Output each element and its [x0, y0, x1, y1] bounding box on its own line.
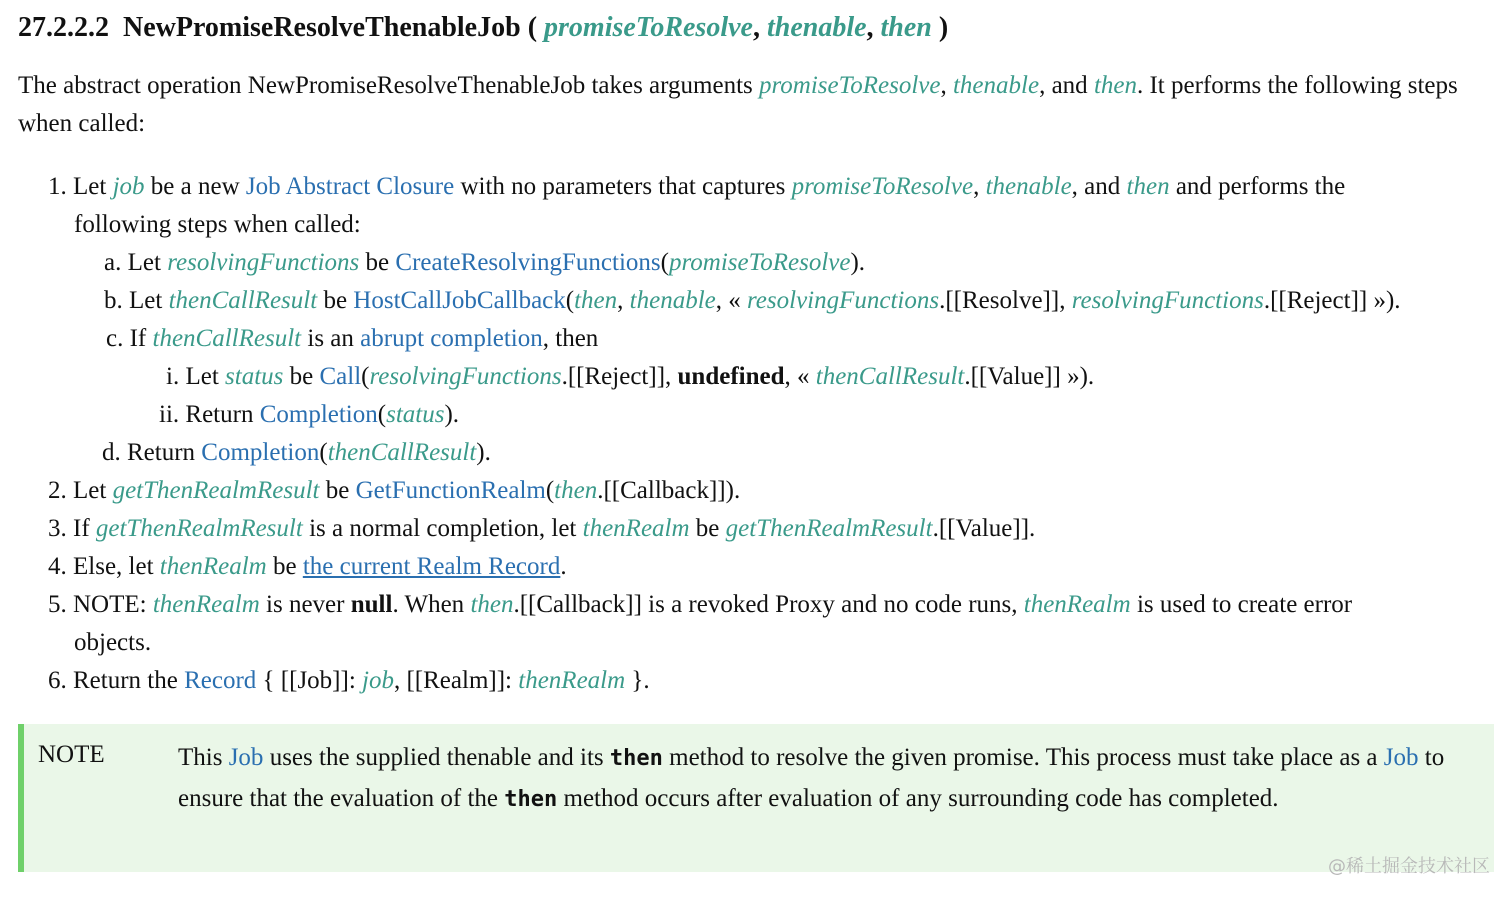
- section-title: NewPromiseResolveThenableJob: [123, 12, 521, 43]
- step-1b: b. Let thenCallResult be HostCallJobCallback(then, thenable, « resolvingFunctions.[[Resolve]], resolvingFunctions.[[Reject]] »).: [104, 287, 1401, 314]
- step-5: 5. NOTE: thenRealm is never null. When then.[[Callback]] is a revoked Proxy and no code runs, thenRealm is used to create error: [48, 591, 1353, 618]
- link-job-abstract-closure[interactable]: Job Abstract Closure: [245, 173, 455, 200]
- step-1c-ii: ii. Return Completion(status).: [159, 401, 460, 428]
- note-box: [18, 724, 1494, 872]
- step-1a: a. Let resolvingFunctions be CreateResolvingFunctions(promiseToResolve).: [104, 249, 866, 276]
- intro-paragraph: The abstract operation NewPromiseResolveThenableJob takes arguments promiseToResolve, thenable, and then. It performs the following steps when called:: [18, 72, 1458, 137]
- step-1-cont: following steps when called:: [74, 211, 361, 238]
- note-label: NOTE: [38, 741, 105, 768]
- step-2: 2. Let getThenRealmResult be GetFunctionRealm(then.[[Callback]]).: [48, 477, 741, 504]
- step-5-cont: objects.: [74, 629, 152, 656]
- param-promise-to-resolve: promiseToResolve: [544, 12, 753, 43]
- link-abrupt-completion[interactable]: abrupt completion: [360, 325, 543, 352]
- param-thenable: thenable: [766, 12, 867, 43]
- link-job-1[interactable]: Job: [228, 744, 264, 771]
- section-heading: 27.2.2.2 NewPromiseResolveThenableJob ( promiseToResolve, thenable, then ): [18, 12, 949, 43]
- step-6: 6. Return the Record { [[Job]]: job, [[Realm]]: thenRealm }.: [48, 667, 650, 694]
- link-call[interactable]: Call: [319, 363, 362, 390]
- step-4: 4. Else, let thenRealm be the current Realm Record.: [48, 553, 567, 580]
- step-1c-i: i. Let status be Call(resolvingFunctions.[[Reject]], undefined, « thenCallResult.[[Value]] »).: [166, 363, 1095, 390]
- link-completion-2[interactable]: Completion: [201, 439, 320, 466]
- link-job-2[interactable]: Job: [1383, 744, 1419, 771]
- step-3: 3. If getThenRealmResult is a normal completion, let thenRealm be getThenRealmResult.[[Value]].: [48, 515, 1036, 542]
- link-current-realm-record[interactable]: the current Realm Record: [302, 553, 561, 580]
- var-job: job: [112, 173, 145, 200]
- step-1: 1. Let job be a new Job Abstract Closure with no parameters that captures promiseToResolve, thenable, and then and performs the: [48, 173, 1346, 200]
- code-then-2: then: [504, 787, 558, 812]
- param-then: then: [880, 12, 932, 43]
- link-create-resolving-functions[interactable]: CreateResolvingFunctions: [395, 249, 661, 276]
- note-text: This Job uses the supplied thenable and its then method to resolve the given promise. This process must take place as a Job to ensure that the evaluation of the then method occurs after evaluation of any surrounding code has completed.: [178, 744, 1445, 812]
- code-then-1: then: [609, 746, 663, 771]
- link-record[interactable]: Record: [184, 667, 257, 694]
- link-completion[interactable]: Completion: [259, 401, 378, 428]
- step-1c: c. If thenCallResult is an abrupt completion, then: [106, 325, 599, 352]
- step-1d: d. Return Completion(thenCallResult).: [102, 439, 491, 466]
- section-number: 27.2.2.2: [18, 12, 109, 43]
- link-host-call-job-callback[interactable]: HostCallJobCallback: [353, 287, 566, 314]
- link-get-function-realm[interactable]: GetFunctionRealm: [355, 477, 546, 504]
- watermark: @稀土掘金技术社区: [1328, 856, 1490, 877]
